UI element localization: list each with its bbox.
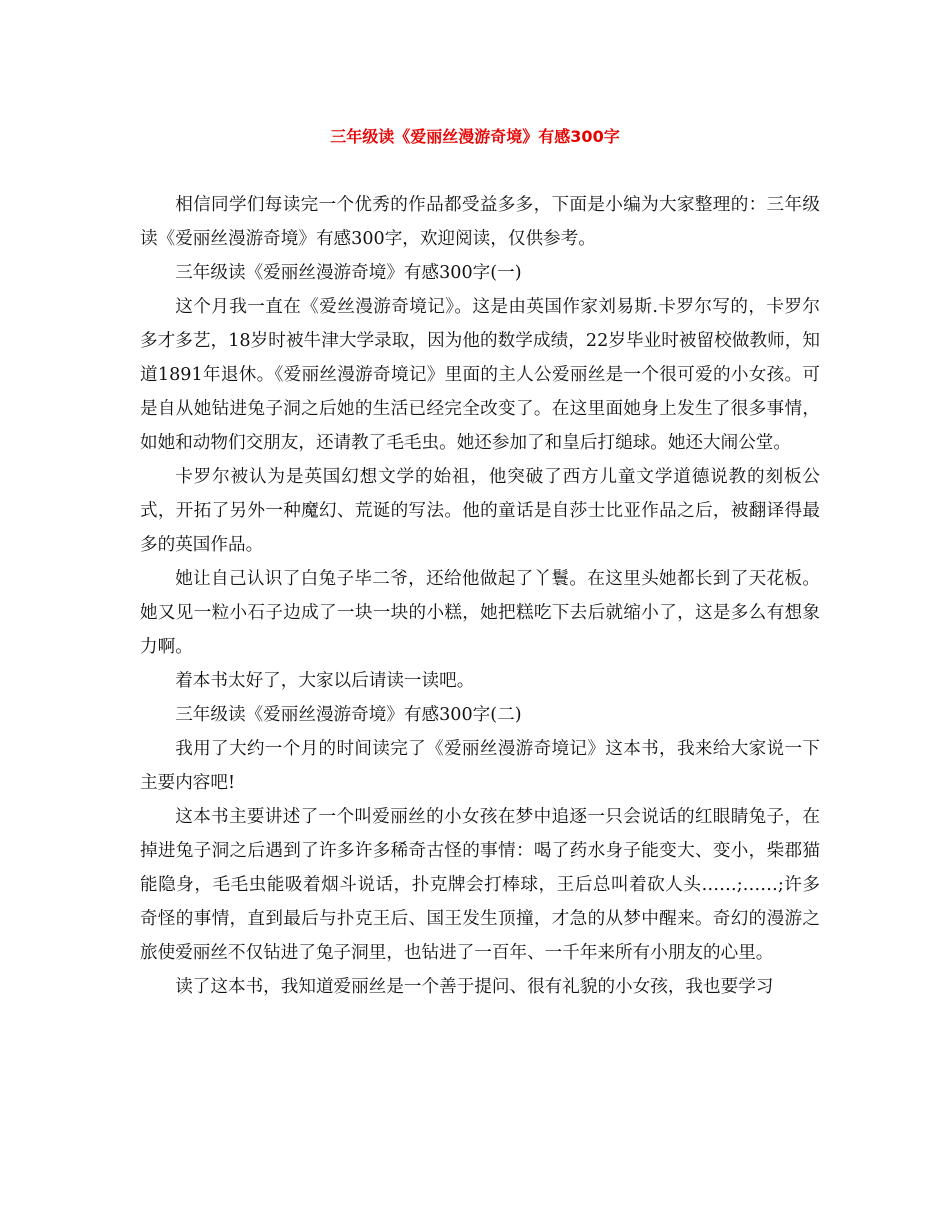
paragraph-intro: 相信同学们每读完一个优秀的作品都受益多多，下面是小编为大家整理的：三年级读《爱丽丝漫游奇境》有感300字，欢迎阅读，仅供参考。 (140, 195, 820, 249)
paragraph: 卡罗尔被认为是英国幻想文学的始祖，他突破了西方儿童文学道德说教的刻板公式，开拓了另外一种魔幻、荒诞的写法。他的童话是自莎士比亚作品之后，被翻译得最多的英国作品。 (140, 467, 820, 555)
paragraph: 读了这本书，我知道爱丽丝是一个善于提问、很有礼貌的小女孩，我也要学习 (175, 977, 774, 997)
section-heading-two: 三年级读《爱丽丝漫游奇境》有感300字(二) (175, 705, 522, 725)
document-title: 三年级读《爱丽丝漫游奇境》有感300字 (330, 127, 620, 146)
paragraph: 着本书太好了，大家以后请读一读吧。 (175, 671, 475, 691)
paragraph: 这个月我一直在《爱丝漫游奇境记》。这是由英国作家刘易斯.卡罗尔写的，卡罗尔 多才多艺，18岁时被牛津大学录取，因为他的数学成绩，22岁毕业时被留校做教师，知道1891年退休。《爱丽丝漫游奇境记》里面的主人公爱丽丝是一个很可爱的小女孩。可是自从她钻进兔子洞之后她的生活已经完全改变了。在这里面她身上发生了很多事情，如她和动物们交朋友，还请教了毛毛虫。她还参加了和皇后打缒球。她还大闹公堂。 (140, 297, 820, 453)
document-body (140, 188, 820, 1004)
section-heading-one: 三年级读《爱丽丝漫游奇境》有感300字(一) (175, 263, 522, 283)
paragraph: 我用了大约一个月的时间读完了《爱丽丝漫游奇境记》这本书，我来给大家说一下主要内容吧! (140, 739, 820, 793)
paragraph: 她让自己认识了白兔子毕二爷，还给他做起了丫鬟。在这里头她都长到了天花板。她又见一粒小石子边成了一块一块的小糕，她把糕吃下去后就缩小了，这是多么有想象力啊。 (140, 569, 820, 657)
paragraph: 这本书主要讲述了一个叫爱丽丝的小女孩在梦中追逐一只会说话的红眼睛兔子，在掉进兔子洞之后遇到了许多许多稀奇古怪的事情：喝了药水身子能变大、变小，柴郡猫能隐身，毛毛虫能吸着烟斗说话，扑克牌会打棒球，王后总叫着砍人头……;……;许多奇怪的事情，直到最后与扑克王后、国王发生顶撞，才急的从梦中醒来。奇幻的漫游之旅使爱丽丝不仅钻进了兔子洞里，也钻进了一百年、一千年来所有小朋友的心里。 (140, 807, 820, 963)
